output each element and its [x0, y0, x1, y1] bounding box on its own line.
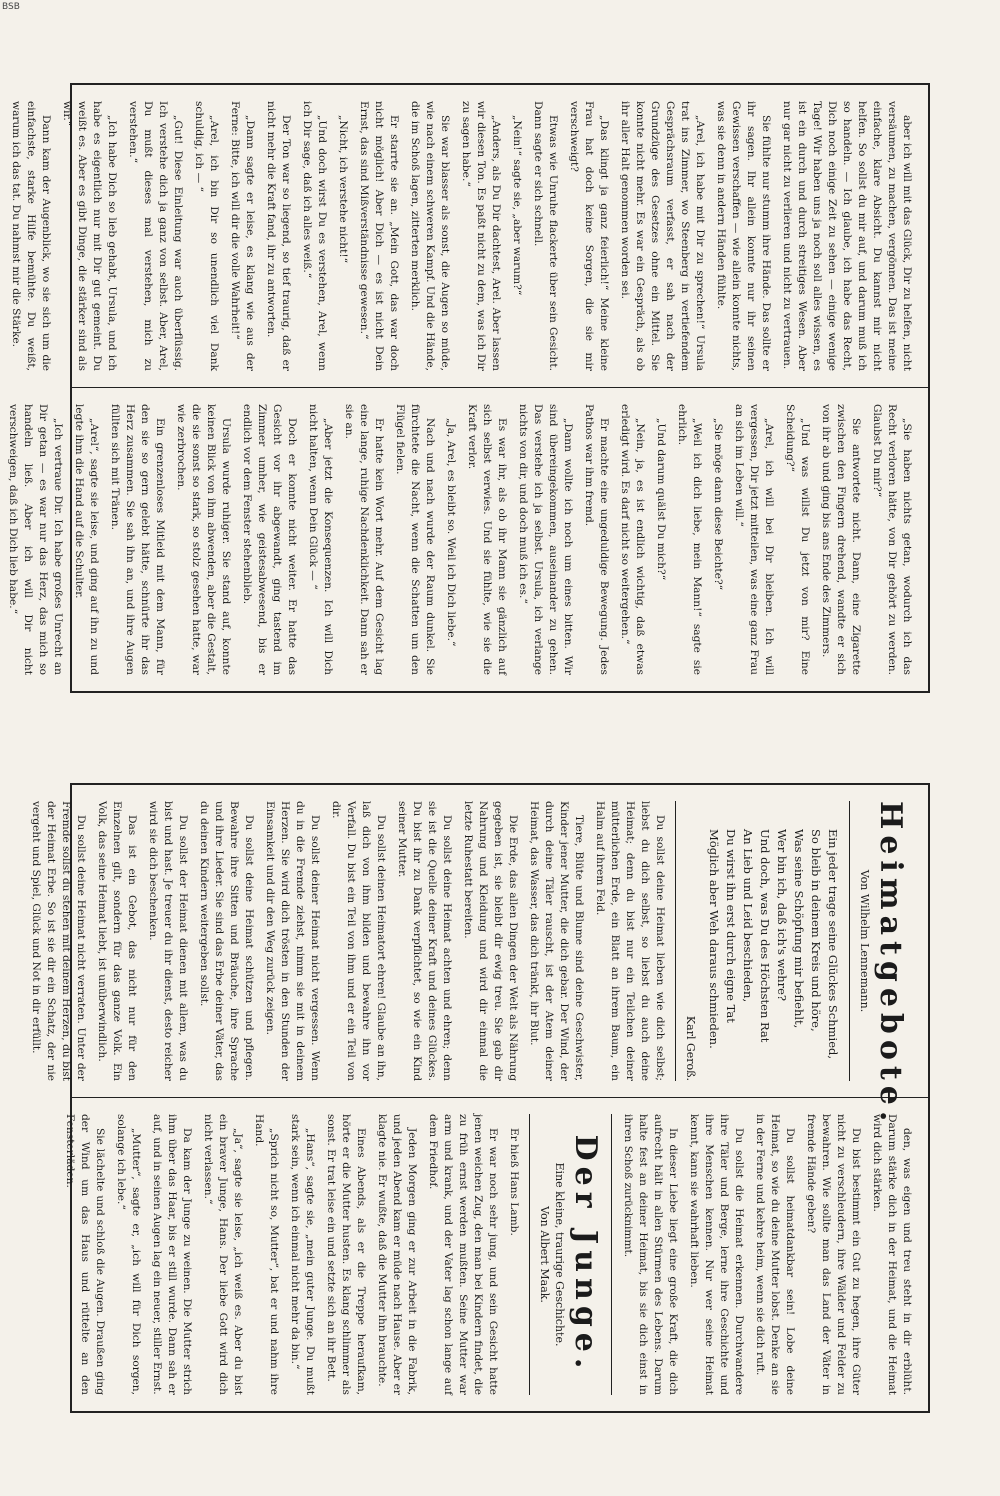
paragraph: Du sollst deine Heimat achten und ehren; denn sie ist die Quelle deiner Kraft und deines Glückes. Du bist ihr zu Dank verpflichtet, so wie ein Kind seiner Mutter.	[396, 801, 453, 1081]
paragraph: Etwas wie Unruhe flackerte über sein Gesicht. Dann sagte er sich schnell.	[532, 101, 559, 371]
paragraph: „Hans“, sagte sie, „mein guter Junge. Du mußt stark sein, wenn ich einmal nicht mehr da bin.“	[289, 1114, 316, 1395]
paragraph: Dann kam der Augenblick, wo sie sich um die einfachste, starke Hilfe bemühte. Du weißt, warum ich das tat. Du nahmst mir die Stärke.	[10, 101, 52, 371]
paragraph: Doch er konnte nicht weiter. Er hatte das Gesicht vor ihr abgewandt, ging tastend im Zimmer umher, wie geistesabwesend, bis er endlich vor dem Fenster stehenblieb.	[241, 404, 298, 675]
paragraph: „Gut! Diese Einleitung war auch überflüssig. Ich verstehe dich ja ganz von selbst. Aber, Arel, Du mußt dieses mal verstehen, mich zu verstehen.“	[127, 101, 184, 371]
paragraph: Eines Abends, als er die Treppe heraufkam, hörte er die Mutter husten. Es klang schlimmer als sonst. Er trat leise ein und setzte sich an ihr Bett.	[325, 1114, 367, 1395]
paragraph: den, was eigen und treu steht in dir erblüht. Darum stärke dich in der Heimat, und die Heimat wird dich stärken.	[871, 1114, 913, 1395]
paragraph	[0, 101, 2, 371]
paragraph: Sie war blasser als sonst, die Augen so müde, wie nach einem schweren Kampf. Und die Hände, die im Schoß lagen, zitterten merklich.	[409, 101, 451, 371]
paragraph: Es war ihr, als ob ihr Mann sie gänzlich auf sich selbst verwies. Und sie fühlte, wie sie die Kraft verlor.	[466, 404, 508, 675]
paragraph: Du sollst die Heimat erkennen. Durchwandere ihre Täler und Berge, lerne ihre Geschichte und ihre Menschen kennen. Nur wer seine Heimat kennt, kann sie wahrhaft lieben.	[688, 1114, 745, 1395]
paragraph: „Das klingt ja ganz feierlich!“ Meine kleine Frau hat doch keine Sorgen, die sie mir verschweigt?	[568, 101, 610, 371]
paragraph: Er machte eine ungeduldige Bewegung. Jedes Pathos war ihm fremd.	[583, 404, 610, 675]
paragraph: „Aber jetzt die Konsequenzen. Ich will Dich nicht halten, wenn Dein Glück — “	[307, 404, 334, 675]
right-column-b	[64, 1098, 928, 1411]
story-subtitle: Eine kleine, traurige Geschichte.	[553, 1162, 566, 1347]
paragraph: Du sollst heimatdankbar sein! Lobe deine Heimat, so wie du deine Mutter lobst. Denke an sie in der Ferne und kehre heim, wenn sie dich ruft.	[754, 1114, 796, 1395]
paragraph: „Mutter“, sagte er, „ich will für Dich sorgen, solange ich lebe.“	[115, 1114, 142, 1395]
paragraph: „Und doch wirst Du es verstehen, Arel, wenn ich Dir sage, daß ich alles weiß.“	[301, 101, 328, 371]
paragraph: Nach und nach wurde der Raum dunkel. Sie fürchtete die Nacht, wenn die Schatten um den Flügel fielen.	[394, 404, 436, 675]
paragraph: Er starrte sie an. „Mein Gott, das war doch nicht möglich! Aber Dich — es ist nicht Dein Ernst, das sind Mißverständnisse gewesen.“	[358, 101, 400, 371]
paragraph: „Und was willst Du jetzt von mir? Eine Scheidung?“	[784, 404, 811, 675]
divider	[849, 801, 850, 1081]
divider	[675, 801, 676, 1081]
paragraph: „Nein, ja, es ist endlich wichtig, daß etwas erledigt wird. Es darf nicht so weitergehen.“	[619, 404, 646, 675]
poem-text: Ein jeder trage seine Glückes Schmied, So bleib in deinem Kreis und höre, Was seine Schöpfung mir befiehlt, Wer bin ich, daß ich's wehre? Und doch, was Du des Höchsten Rat An Lieb und Leid beschieden, Du wirst ihn erst durch eigne Tat Möglich aber Weh daraus schmieden.	[707, 829, 840, 1060]
paragraph: Jeden Morgen ging er zur Arbeit in die Fabrik, und jeden Abend kam er müde nach Hause. Aber er klagte nie. Er wußte, daß die Mutter ihn brauchte.	[376, 1114, 418, 1395]
paragraph: „Ich vertraue Dir. Ich habe großes Unrecht an Dir getan — es war nur das Herz, das mich so handeln ließ. Aber ich will Dir nicht verschweigen, daß ich Dich lieb habe.“	[7, 404, 64, 675]
paragraph: Sie antwortete nicht. Dann, eine Zigarette zwischen den Fingern drehend, wandte er sich von ihr ab und ging bis ans Ende des Zimmers.	[820, 404, 862, 675]
paragraph: „Dann wollte ich noch um eines bitten. Wir sind übereingekommen, auseinander zu gehen. Das verstehe ich ja selbst. Ursula, ich verlange nichts von dir, und doch muß ich es.“	[517, 404, 574, 675]
story-paragraphs	[62, 1114, 521, 1395]
paragraph: Du sollst deine Heimat schützen und pflegen. Bewahre ihre Sitten und Bräuche, ihre Sprache und ihre Lieder. Sie sind das Erbe deiner Väter, das du deinen Kindern weitergeben sollst.	[198, 801, 255, 1081]
paragraph: „Arel, ich will bei Dir bleiben. Ich will vergessen, Dir jetzt mitteilen, was eine ganz Frau an sich im Leben will.“	[733, 404, 775, 675]
right-page	[30, 763, 950, 1433]
divider	[611, 1114, 612, 1395]
poem-title: Heimatgebote.	[873, 801, 908, 1128]
paragraph: „Sie haben nichts getan, wodurch ich das Recht verloren hätte, von Dir gehört zu werden. Glaubst Du mir?“	[871, 404, 913, 675]
paragraph: „Anders, als Du Dir dachtest, Arel. Aber lassen wir diesen Ton. Es paßt nicht zu dem, was ich Dir zu sagen habe.“	[460, 101, 502, 371]
paragraph: Sie lächelte und schloß die Augen. Draußen ging der Wind um das Haus und rüttelte an den Fensterläden.	[64, 1114, 106, 1395]
left-column-b	[7, 388, 928, 691]
paragraph: Die Erde, das allen Dingen der Welt als Nährung gegeben ist, sie bleibt dir ewig treu. Sie gab dir Nahrung und Kleidung und wird dir einmal die letzte Ruhestatt bereiten.	[462, 801, 519, 1081]
newspaper-sheet	[7, 63, 950, 1433]
paragraph: Tiere, Blüte und Blume sind deine Geschwister, Kinder jener Mutter, die dich gebar. Der Wind, der durch deine Täler rauscht, ist der Atem deiner Heimat, das Wasser, das dich tränkt, ihr Blut.	[528, 801, 585, 1081]
paragraph: Das ist ein Gebot, das nicht nur für den Einzelnen gilt, sondern für das ganze Volk. Ein Volk, das seine Heimat liebt, ist unüberwindlich.	[96, 801, 138, 1081]
divider	[529, 1114, 530, 1395]
paragraph: „Weil ich dich liebe, mein Mann!“ sagte sie ehrlich.	[676, 404, 703, 675]
paragraph: Du sollst deine Heimat lieben wie dich selbst; liebst du dich selbst, so liebst du auch deine Heimat; denn du bist nur ein Teilchen deiner mütterlichen Erde, ein Blatt an ihrem Baum, ein Halm auf ihrem Feld.	[594, 801, 666, 1081]
heimat-paragraphs	[28, 801, 667, 1081]
paragraph: „Sprich nicht so, Mutter“, bat er und nahm ihre Hand.	[253, 1114, 280, 1395]
paragraph: Sie fühlte nur stumm ihre Hände. Das sollte er ihr sagen. Ihr allein konnte nur ihr seinen Gewissen verschaffen — wie allein konnte nichts, was sie denn in andern Händen fühlte.	[715, 101, 772, 371]
paragraph: Der Ton war so liegend, so tief traurig, daß er nicht mehr die Kraft fand, ihr zu antworten.	[265, 101, 292, 371]
paragraph: „Ja“, sagte sie leise, „ich weiß es. Aber du bist ein braver Junge, Hans. Der liebe Gott wird dich nicht verlassen.“	[202, 1114, 244, 1395]
left-page-frame	[7, 83, 930, 693]
intro-paragraphs	[620, 1114, 914, 1395]
paragraph: „Sie möge dann diese Beichte?“	[712, 418, 724, 591]
paragraph: In dieser Liebe liegt eine große Kraft, die dich aufrecht hält in allen Stürmen des Lebens. Darum halte fest an deiner Heimat, bis sie dich einst in ihren Schoß zurücknimmt.	[622, 1114, 679, 1395]
paragraph: Er hieß Hans Lamb.	[508, 1128, 520, 1236]
story-title: Der Junge.	[568, 1134, 603, 1375]
paragraph: „Nein!“ sagte sie, „aber warum?“	[511, 115, 523, 296]
paragraph: Du sollst deine Heimat nicht verraten. Unter der Fremde sollst du stehen mit deinem Herzen, du bist der Heimat Erbe. So ist sie dir ein Schatz, der nie vergeht und Spiel, Glück und Not in dir erfüllt.	[30, 801, 87, 1081]
paragraph: „Ja, Arel, es bleibt so. Weil ich Dich liebe.“	[445, 418, 457, 647]
paragraph: Du sollst deiner Heimat nicht vergessen. Wenn du in die Fremde ziehst, nimm sie mit in deinem Herzen. Sie wird dich trösten in den Stunden der Einsamkeit und dir den Weg zurück zeigen.	[264, 801, 321, 1081]
paragraph: aber ich will mit das Glück, Dir zu helfen, nicht versäumen, zu machen, vergönnen. Das ist meine einfache, klare Absicht. Du kannst mir nicht helfen. So sollst du mir auf, und darum muß ich so handeln. — Ich glaube, ich habe das Recht, Dich noch einige Zeit zu sehen — einige wenige Tage! Wir haben uns ja noch soll alles wissen, es ist ein durch und durch streitiges Wesen. Aber nur gar nicht zu verlieren und nicht zu vertrauen.	[781, 101, 913, 371]
paragraph: Ursula wurde ruhiger. Sie stand auf, konnte keinen Blick von ihm abwenden, aber die Gestalt, die sie sonst so stark, so stolz gesehen hatte, war wie zerbrochen.	[175, 404, 232, 675]
left-page	[7, 63, 950, 713]
paragraph: „Dann sagte er leise, es klang wie aus der Ferne: Bitte, ich will dir die volle Wahrheit!“	[229, 101, 256, 371]
right-column-a	[30, 785, 928, 1128]
paragraph: „Ich habe Dich so lieb gehabt, Ursula, und ich habe es eigentlich nur mit Dir gut gemeint. Du weißt es. Aber es gibt Dinge, die stärker sind als wir.“	[61, 101, 118, 371]
paragraph: Du sollst deinen Heimatort ehren! Glaube an ihn, laß dich von ihm bilden und bewahre ihn vor Verfall. Du bist ein Teil von ihm und er ein Teil von dir.	[330, 801, 387, 1081]
paragraph: „Arel“, sagte sie leise, und ging auf ihn zu und legte ihm die Hand auf die Schulter.	[73, 404, 100, 675]
right-page-frame	[30, 783, 930, 1413]
paragraph: Du sollst der Heimat dienen mit allem, was du bist und hast. Je treuer du ihr dienst, desto reicher wird sie dich beschenken.	[147, 801, 189, 1081]
left-column-a	[10, 85, 928, 388]
paragraph: Er war noch sehr jung, und sein Gesicht hatte jenen weichen Zug, den man bei Kindern findet, die zu früh ernst werden mußten. Seine Mutter war arm und krank, und der Vater lag schon lange auf dem Friedhof.	[427, 1114, 499, 1395]
paragraph: „Arel, ich habe mit Dir zu sprechen!“ Ursula trat ins Zimmer, wo Steenberg in vertiefendem Gesprächsraum verfasst, er sah nach der Grundzüge des Gesetzes ohne ein Mittel. Sie konnte nicht mehr. Es war ein Gespräch, als ob ihr aller Halt genommen worden sei.	[619, 101, 706, 371]
page-marker: BSB	[2, 2, 20, 12]
paragraph: „Und darum quälst Du mich?“	[655, 418, 667, 581]
paragraph: „Nicht, ich verstehe nicht!“	[337, 115, 349, 264]
paragraph: Ein grenzenloses Mitleid mit dem Mann, für den sie so gern gelebt hätte, schnürte ihr das Herz zusammen. Sie sah ihn an, und ihre Augen füllten sich mit Tränen.	[109, 404, 166, 675]
paragraph: Er hatte kein Wort mehr. Auf dem Gesicht lag eine lange, ruhige Nachdenklichkeit. Dann sah er sie an.	[343, 404, 385, 675]
poem-author: Karl Geroß.	[684, 1015, 697, 1081]
paragraph: Du bist bestimmt ein Gut zu hegen, ihre Güter nicht zu verschleudern, ihre Wälder und Felder zu bewahren. Wie sollte man das Land der Väter in fremde Hände geben?	[805, 1114, 862, 1395]
title-byline: Von Wilhelm Lennemann.	[858, 869, 871, 1013]
story-byline: Von Albert Maak.	[538, 1206, 551, 1303]
paragraph: Da kam der Junge zu weinen. Die Mutter strich ihm über das Haar, bis er still wurde. Dann sah er auf, und in seinen Augen lag ein neuer, stiller Ernst.	[151, 1114, 193, 1395]
paragraph: „Arel, ich bin Dir so unendlich viel Dank schuldig, ich — “	[193, 101, 220, 371]
